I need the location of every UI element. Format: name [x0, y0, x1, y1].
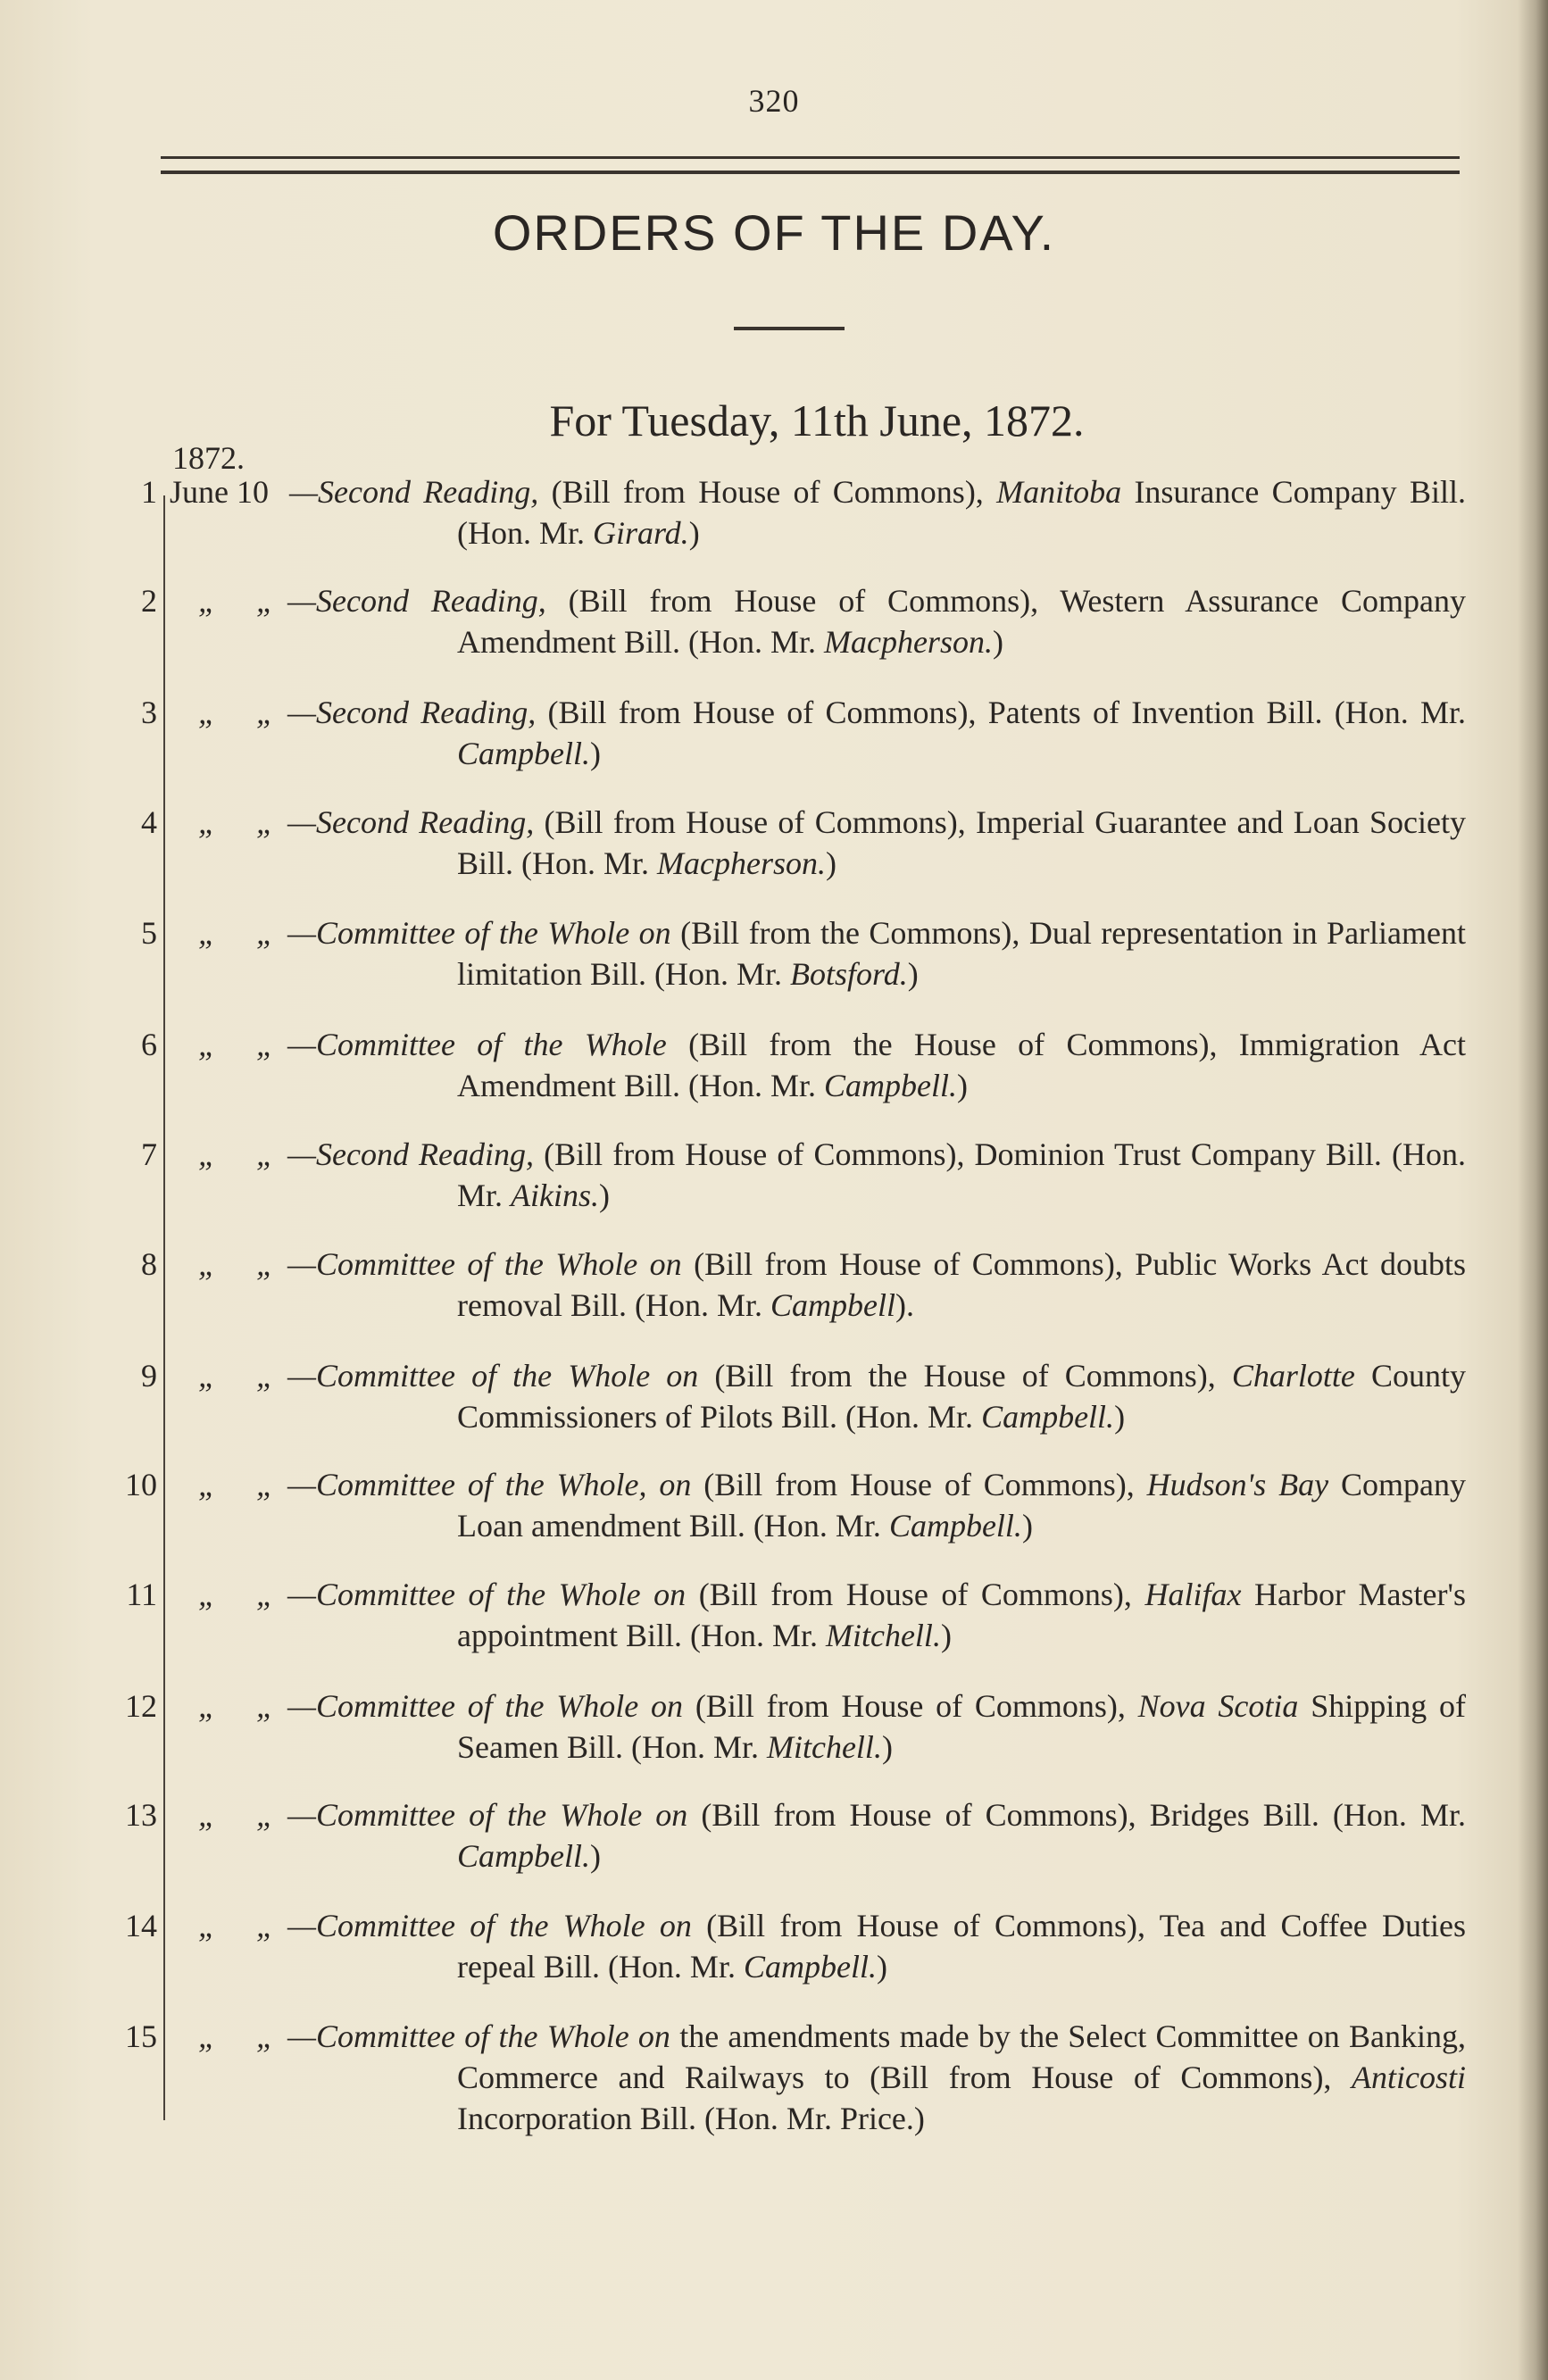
order-member: Campbell. — [823, 1068, 957, 1103]
order-number: 6 — [141, 1027, 157, 1062]
order-name-italic: Manitoba — [996, 474, 1122, 510]
order-stage: —Committee of the Whole on — [287, 2018, 670, 2054]
order-number: 3 — [141, 695, 157, 730]
order-name-italic: Hudson's Bay — [1146, 1467, 1329, 1502]
order-stage: —Committee of the Whole on — [287, 1908, 692, 1943]
order-close: ) — [590, 736, 601, 771]
order-close: ) — [688, 515, 700, 551]
order-member: Girard. — [593, 515, 689, 551]
order-body-cont: Harbor Master's appointment Bill. (Hon. Mr. — [457, 1577, 1466, 1653]
order-close: ) — [913, 2101, 925, 2136]
order-close: ) — [956, 1068, 968, 1103]
order-text — [287, 1464, 1466, 1546]
order-date: „ „ — [198, 583, 291, 619]
order-close: ) — [940, 1618, 952, 1653]
order-close: ) — [881, 1729, 893, 1765]
order-member: Campbell. — [888, 1508, 1022, 1544]
order-text — [287, 1024, 1466, 1106]
order-text — [287, 580, 1466, 662]
order-body: (Bill from House of Commons), Dominion Trust Company Bill. (Hon. Mr. — [457, 1136, 1467, 1213]
order-number: 5 — [141, 915, 157, 951]
order-name-italic: Charlotte — [1231, 1358, 1355, 1394]
order-number: 1 — [141, 474, 157, 510]
order-date: „ „ — [198, 1358, 291, 1394]
order-body: (Bill from House of Commons), — [538, 474, 997, 510]
order-close: ) — [599, 1178, 610, 1213]
order-body: (Bill from the House of Commons), Immigration Act Amendment Bill. (Hon. Mr. — [457, 1027, 1466, 1103]
order-close: ) — [876, 1949, 887, 1985]
order-close: ) — [825, 845, 836, 881]
order-date: „ „ — [198, 915, 291, 951]
order-number: 14 — [125, 1908, 157, 1943]
order-body: (Bill from House of Commons), Western Assurance Company Amendment Bill. (Hon. Mr. — [457, 583, 1466, 660]
order-text — [287, 912, 1466, 994]
order-stage: —Committee of the Whole, on — [287, 1467, 692, 1502]
order-text — [287, 1244, 1466, 1326]
order-close: ) — [1114, 1399, 1126, 1435]
order-member: Aikins. — [511, 1178, 599, 1213]
order-date: June 10 — [170, 474, 269, 510]
order-member: Campbell. — [457, 1838, 590, 1874]
order-text — [287, 1134, 1467, 1216]
order-number: 11 — [126, 1577, 157, 1612]
order-number: 8 — [141, 1246, 157, 1282]
order-close: ) — [590, 1838, 601, 1874]
order-text — [287, 2016, 1466, 2139]
order-number: 15 — [125, 2018, 157, 2054]
order-body-cont: County Commissioners of Pilots Bill. (Hon. Mr. — [457, 1358, 1467, 1435]
order-stage: —Committee of the Whole on — [287, 915, 671, 951]
order-body-cont: Incorporation Bill. (Hon. Mr. Price. — [457, 2101, 914, 2136]
order-text — [287, 1355, 1467, 1437]
order-member: Campbell — [770, 1287, 895, 1323]
order-body: (Bill from House of Commons), Bridges Bill. (Hon. Mr. — [687, 1797, 1466, 1833]
order-close: ). — [895, 1287, 914, 1323]
order-member: Botsford. — [790, 956, 908, 992]
margin-rule — [163, 495, 165, 2120]
title-divider — [734, 327, 845, 330]
order-number: 12 — [125, 1688, 157, 1724]
order-number: 9 — [141, 1358, 157, 1394]
order-body: (Bill from House of Commons), — [683, 1688, 1138, 1724]
order-close: ) — [1021, 1508, 1033, 1544]
order-body: (Bill from House of Commons), Tea and Coffee Duties repeal Bill. (Hon. Mr. — [457, 1908, 1466, 1985]
order-text — [289, 471, 1466, 553]
order-body-cont: Insurance Company Bill. (Hon. Mr. — [457, 474, 1466, 551]
order-body: (Bill from House of Commons), Patents of Invention Bill. (Hon. Mr. — [536, 695, 1466, 730]
order-stage: —Committee of the Whole on — [287, 1688, 684, 1724]
order-date: „ „ — [198, 1577, 291, 1612]
order-body-cont: Company Loan amendment Bill. (Hon. Mr. — [457, 1467, 1466, 1544]
order-stage: —Second Reading, — [287, 695, 537, 730]
order-text — [287, 1794, 1466, 1877]
order-number: 10 — [125, 1467, 157, 1502]
order-number: 7 — [141, 1136, 157, 1172]
order-text — [287, 692, 1466, 774]
order-name-italic: Nova Scotia — [1137, 1688, 1299, 1724]
order-text — [287, 1574, 1466, 1656]
header-rule-thin — [161, 156, 1460, 159]
order-body: (Bill from the House of Commons), — [698, 1358, 1232, 1394]
order-close: ) — [992, 624, 1003, 660]
order-number: 4 — [141, 804, 157, 840]
page-number: 320 — [748, 83, 800, 119]
order-text — [287, 1685, 1466, 1768]
order-member: Campbell. — [457, 736, 590, 771]
order-member: Campbell. — [743, 1949, 877, 1985]
order-date: „ „ — [198, 1027, 291, 1062]
order-date: „ „ — [198, 1688, 291, 1724]
order-close: ) — [907, 956, 919, 992]
order-date: „ „ — [198, 2018, 291, 2054]
order-stage: —Committee of the Whole on — [287, 1358, 699, 1394]
order-member: Macpherson. — [657, 845, 826, 881]
order-date: „ „ — [198, 1246, 291, 1282]
order-body: (Bill from House of Commons), Imperial Guarantee and Loan Society Bill. (Hon. Mr. — [457, 804, 1467, 881]
order-stage: —Committee of the Whole — [287, 1027, 667, 1062]
order-stage: —Second Reading, — [287, 1136, 535, 1172]
order-date: „ „ — [198, 695, 291, 730]
order-body: (Bill from House of Commons), — [691, 1467, 1147, 1502]
binding-shadow — [1518, 0, 1548, 2380]
order-stage: —Second Reading, — [287, 804, 535, 840]
order-date: „ „ — [198, 1136, 291, 1172]
order-stage: —Committee of the Whole on — [287, 1577, 687, 1612]
page-title: ORDERS OF THE DAY. — [492, 204, 1056, 261]
order-member: Macpherson. — [823, 624, 993, 660]
order-body: (Bill from the Commons), Dual representation in Parliament limitation Bill. (Hon. Mr. — [457, 915, 1466, 992]
order-stage: —Committee of the Whole on — [287, 1246, 682, 1282]
order-member: Campbell. — [981, 1399, 1115, 1435]
order-stage: —Second Reading, — [287, 583, 546, 619]
order-text — [287, 1905, 1466, 1987]
order-date: „ „ — [198, 1908, 291, 1943]
order-stage: —Second Reading, — [289, 474, 539, 510]
order-name-italic: Halifax — [1144, 1577, 1242, 1612]
order-body-cont: Shipping of Seamen Bill. (Hon. Mr. — [457, 1688, 1466, 1765]
order-member: Mitchell. — [766, 1729, 882, 1765]
order-date: „ „ — [198, 1797, 291, 1833]
order-stage: —Committee of the Whole on — [287, 1797, 688, 1833]
date-heading: For Tuesday, 11th June, 1872. — [549, 395, 1085, 445]
order-member: Mitchell. — [825, 1618, 941, 1653]
order-body: (Bill from House of Commons), — [686, 1577, 1145, 1612]
order-body: (Bill from House of Commons), Public Works Act doubts removal Bill. (Hon. Mr. — [457, 1246, 1466, 1323]
order-text — [287, 802, 1467, 884]
order-number: 2 — [141, 583, 157, 619]
order-date: „ „ — [198, 804, 291, 840]
header-rule-thick — [161, 171, 1460, 174]
order-name-italic: Anticosti — [1352, 2060, 1466, 2095]
order-body: the amendments made by the Select Committee on Banking, Commerce and Railways to (Bill from House of Commons), — [457, 2018, 1466, 2095]
order-date: „ „ — [198, 1467, 291, 1502]
order-number: 13 — [125, 1797, 157, 1833]
year-label: 1872. — [172, 440, 245, 476]
